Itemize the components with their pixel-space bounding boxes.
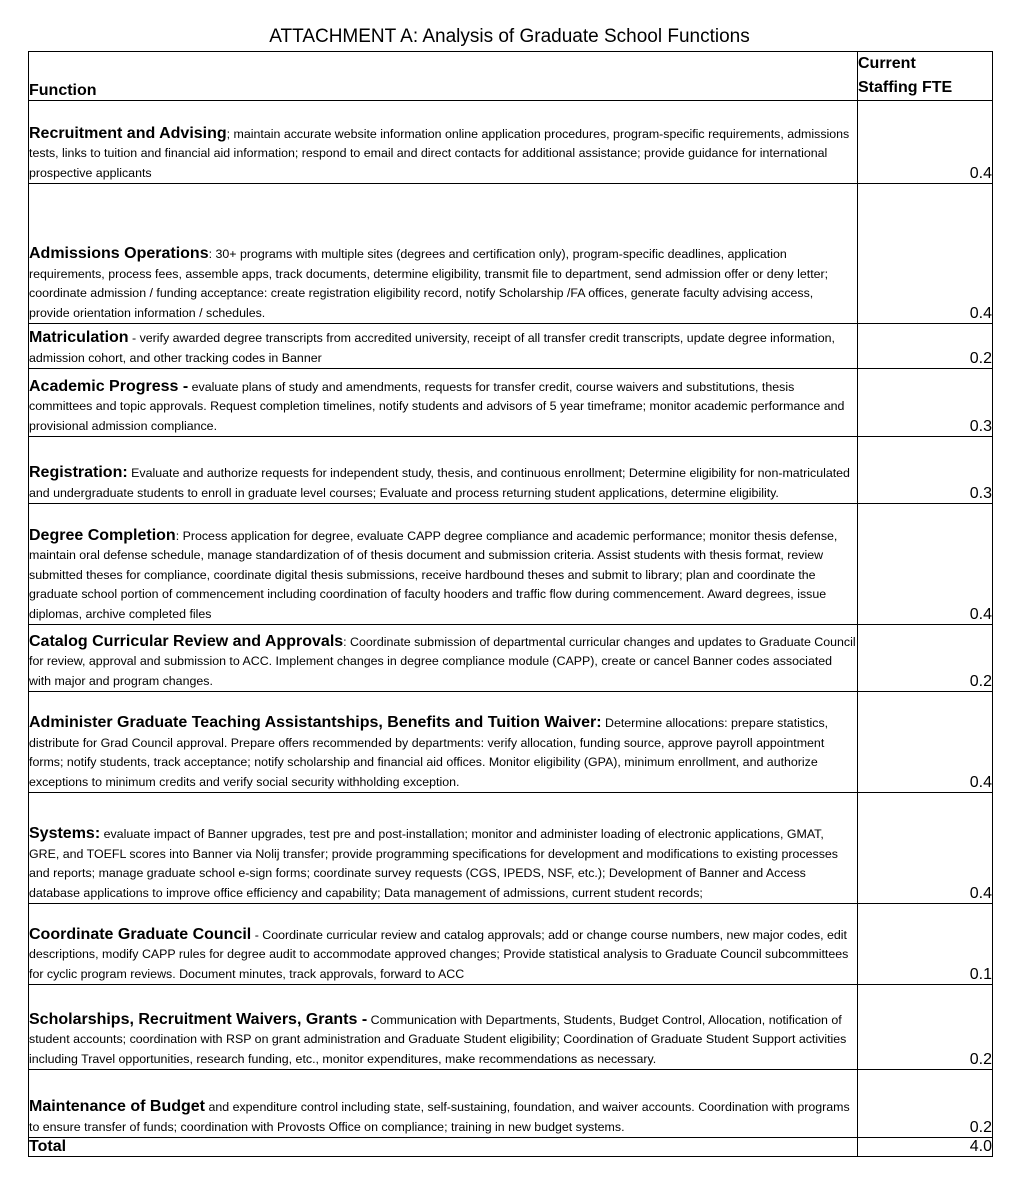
function-cell xyxy=(29,692,858,793)
function-name: Administer Graduate Teaching Assistantships, Benefits and Tuition Waiver: xyxy=(29,714,602,731)
function-cell xyxy=(29,504,858,625)
table-row xyxy=(29,324,993,369)
fte-value: 0.4 xyxy=(858,184,993,324)
function-cell xyxy=(29,625,858,692)
fte-value: 0.3 xyxy=(858,369,993,437)
function-name: Matriculation xyxy=(29,329,129,346)
function-name: Scholarships, Recruitment Waivers, Grants - xyxy=(29,1010,368,1028)
fte-value: 0.4 xyxy=(858,504,993,625)
table-header-row xyxy=(29,52,993,101)
function-name: Registration: xyxy=(29,464,128,481)
function-cell xyxy=(29,793,858,904)
total-fte-value: 4.0 xyxy=(858,1138,993,1157)
table-row xyxy=(29,184,993,324)
function-description: : 30+ programs with multiple sites (degrees and certification only), program-specific deadlines, application requirements, process fees, assemble apps, track documents, determine eligibility, transmit file to department, send admission offer or deny letter; coordinate admission / funding acceptance: create registration eligibility record, notify Scholarship /FA offices, generate faculty advising access, provide orientation information / schedules. xyxy=(29,247,829,320)
function-cell xyxy=(29,1070,858,1138)
function-description: evaluate impact of Banner upgrades, test pre and post-installation; monitor and administer loading of electronic applications, GMAT, GRE, and TOEFL scores into Banner via Nolij transfer; provide programming specifications for development and modifications to existing processes and reports; manage graduate school e-sign forms; coordinate survey requests (CGS, IPEDS, NSF, etc.); Development of Banner and Access database applications to improve office efficiency and capability; Data management of admissions, current student records; xyxy=(29,827,838,900)
function-cell xyxy=(29,369,858,437)
function-column-header: Function xyxy=(29,52,858,101)
document-title: ATTACHMENT A: Analysis of Graduate School Functions xyxy=(269,26,750,47)
fte-value: 0.2 xyxy=(858,625,993,692)
function-description: evaluate plans of study and amendments, requests for transfer credit, course waivers and substitutions, thesis committees and topic approvals. Request completion timelines, notify students and advisors of 5 year timeframe; monitor academic performance and provisional admission compliance. xyxy=(29,379,845,433)
fte-value: 0.4 xyxy=(858,793,993,904)
function-name: Admissions Operations xyxy=(29,245,209,262)
function-cell xyxy=(29,904,858,985)
fte-value: 0.4 xyxy=(858,101,993,184)
fte-header-line1: Current xyxy=(858,55,916,72)
function-cell xyxy=(29,184,858,324)
total-label: Total xyxy=(29,1138,858,1157)
function-name: Systems: xyxy=(29,825,101,842)
function-name: Catalog Curricular Review and Approvals xyxy=(29,632,344,650)
fte-value: 0.3 xyxy=(858,437,993,504)
fte-value: 0.2 xyxy=(858,985,993,1070)
table-row xyxy=(29,101,993,184)
total-row xyxy=(29,1138,993,1157)
table-row xyxy=(29,793,993,904)
function-description: Communication with Departments, Students, Budget Control, Allocation, notification of student accounts; coordination with RSP on grant administration and Graduate Student eligibility; Coordination of Graduate Student Support activities including Travel opportunities, research funding, etc., monitor expenditures, make recommendations as necessary. xyxy=(29,1012,847,1066)
table-row xyxy=(29,904,993,985)
function-description: - verify awarded degree transcripts from accredited university, receipt of all transfer credit transcripts, update degree information, admission cohort, and other tracking codes in Banner xyxy=(29,331,835,365)
function-description: Determine allocations: prepare statistics, distribute for Grad Council approval. Prepare offers recommended by departments: verify allocation, funding source, approve payroll appointment forms; notify students, track acceptance; notify scholarship and financial aid offices. Monitor eligibility (GPA), minimum enrollment, and authorize exceptions to minimum credits and verify social security withholding exception. xyxy=(29,716,829,789)
table-row xyxy=(29,625,993,692)
function-name: Degree Completion xyxy=(29,526,176,544)
fte-value: 0.2 xyxy=(858,1070,993,1138)
function-cell xyxy=(29,437,858,504)
fte-header-line2: Staffing FTE xyxy=(858,79,953,96)
table-row xyxy=(29,985,993,1070)
table-row xyxy=(29,692,993,793)
function-name: Maintenance of Budget xyxy=(29,1098,206,1115)
fte-column-header xyxy=(858,52,993,101)
fte-value: 0.4 xyxy=(858,692,993,793)
function-cell xyxy=(29,101,858,184)
function-description: - Coordinate curricular review and catalog approvals; add or change course numbers, new major codes, edit descriptions, modify CAPP rules for degree audit to accommodate approved changes; Provide statistical analysis to Graduate Council subcommittees for cyclic program reviews. Document minutes, track approvals, forward to ACC xyxy=(29,927,849,981)
fte-value: 0.1 xyxy=(858,904,993,985)
table-row xyxy=(29,504,993,625)
function-description: Evaluate and authorize requests for independent study, thesis, and continuous enrollment; Determine eligibility for non-matriculated and undergraduate students to enroll in graduate level courses; Evaluate and process returning student applications, determine eligibility. xyxy=(29,466,850,500)
table-row xyxy=(29,369,993,437)
function-description: : Coordinate submission of departmental curricular changes and updates to Graduate Council for review, approval and submission to ACC. Implement changes in degree compliance module (CAPP), create or cancel Banner codes associated with major and program changes. xyxy=(29,634,856,688)
function-cell xyxy=(29,985,858,1070)
functions-table xyxy=(28,51,993,1157)
table-row xyxy=(29,437,993,504)
fte-value: 0.2 xyxy=(858,324,993,369)
function-description: ; maintain accurate website information online application procedures, program-specific requirements, admissions tests, links to tuition and financial aid information; respond to email and direct contacts for additional assistance; provide guidance for international prospective applicants xyxy=(29,126,850,180)
function-name: Recruitment and Advising xyxy=(29,124,227,142)
function-name: Academic Progress - xyxy=(29,377,189,395)
table-row xyxy=(29,1070,993,1138)
function-description: : Process application for degree, evaluate CAPP degree compliance and academic performance; monitor thesis defense, maintain oral defense schedule, manage standardization of of thesis document and submission criteria. Assist students with thesis format, review submitted theses for compliance, coordinate digital thesis submissions, receive hardbound theses and submit to library; plan and coordinate the graduate school portion of commencement including coordination of faculty hooders and traffic flow during commencement. Award degrees, issue diplomas, archive completed files xyxy=(29,528,838,621)
table-body xyxy=(29,101,993,1157)
function-cell xyxy=(29,324,858,369)
function-description: and expenditure control including state, self-sustaining, foundation, and waiver accounts. Coordination with programs to ensure transfer of funds; coordination with Provosts Office on compliance; training in new budget systems. xyxy=(29,1100,850,1134)
function-name: Coordinate Graduate Council xyxy=(29,925,252,943)
